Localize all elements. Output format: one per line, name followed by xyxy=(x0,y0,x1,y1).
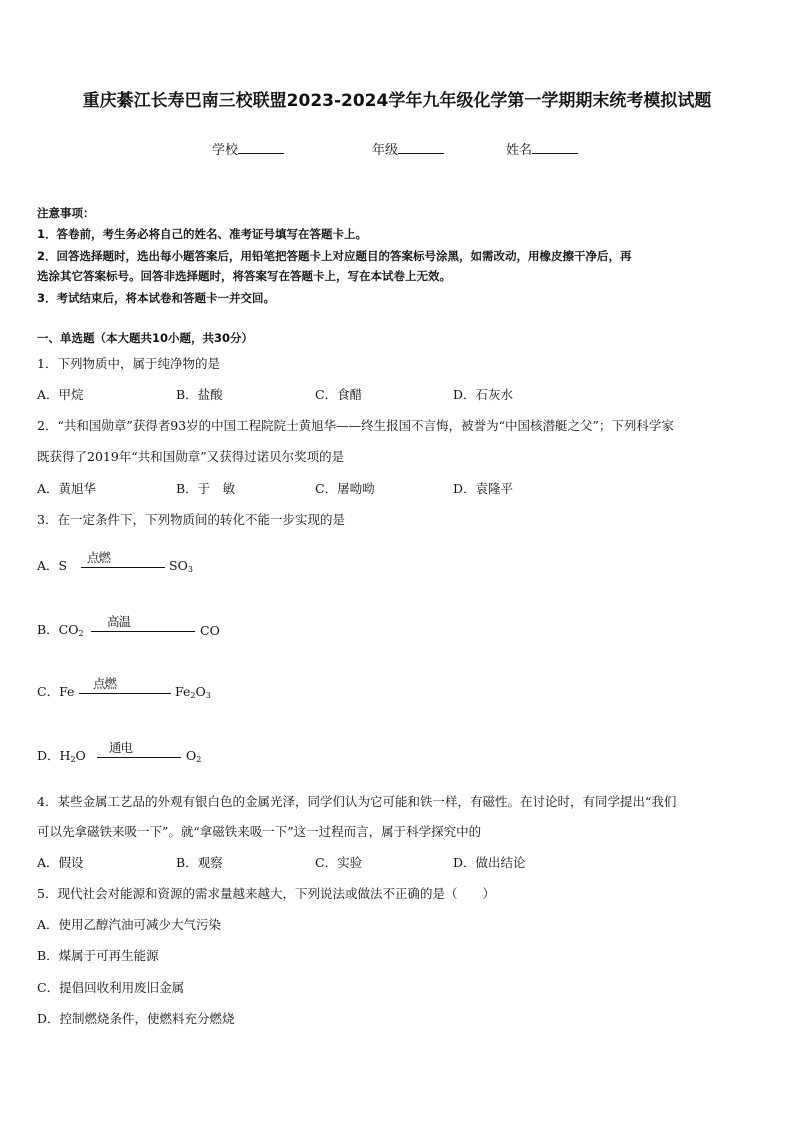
reaction-option-d xyxy=(37,724,237,764)
reactant: D．$H_2O$ xyxy=(37,748,86,764)
school-blank[interactable] xyxy=(238,141,284,154)
question-stem: 既获得了2019年“共和国勋章”又获得过诺贝尔奖项的是 xyxy=(37,449,345,464)
section-heading: 一、单选题（本大题共10小题，共30分） xyxy=(37,331,254,345)
option-d: D．石灰水 xyxy=(453,387,514,402)
question-stem: 3．在一定条件下，下列物质间的转化不能一步实现的是 xyxy=(37,512,345,527)
option-d: D．做出结论 xyxy=(453,855,526,870)
option-c: C．提倡回收利用废旧金属 xyxy=(37,980,185,995)
reactant: B．$CO_2$ xyxy=(37,622,84,638)
grade-blank[interactable] xyxy=(398,141,444,154)
reactant: A．S xyxy=(37,558,68,573)
name-field xyxy=(506,139,578,158)
reaction-option-b xyxy=(37,598,237,638)
option-b: B．盐酸 xyxy=(176,387,223,402)
reaction-condition: 点燃 xyxy=(93,676,117,691)
exam-title: 重庆綦江长寿巴南三校联盟2023-2024学年九年级化学第一学期期末统考模拟试题 xyxy=(82,91,712,111)
notice-item: 3．考试结束后，将本试卷和答题卡一并交回。 xyxy=(37,291,275,305)
option-c: C．实验 xyxy=(315,855,363,870)
option-d: D．袁隆平 xyxy=(453,481,514,496)
grade-label: 年级 xyxy=(372,143,399,158)
school-label: 学校 xyxy=(212,143,239,158)
reaction-option-a xyxy=(37,534,237,574)
option-b: B．于 敏 xyxy=(176,481,236,496)
option-c: C．屠呦呦 xyxy=(315,481,375,496)
reaction-arrow xyxy=(97,757,181,758)
name-label: 姓名 xyxy=(506,143,533,158)
grade-field xyxy=(372,139,444,158)
reaction-condition: 通电 xyxy=(109,740,133,755)
option-a: A．黄旭华 xyxy=(37,481,97,496)
option-b: B．煤属于可再生能源 xyxy=(37,948,159,963)
reaction-arrow xyxy=(91,631,195,632)
option-a: A．使用乙醇汽油可减少大气污染 xyxy=(37,917,222,932)
question-stem: 可以先拿磁铁来吸一下”。就“拿磁铁来吸一下”这一过程而言，属于科学探究中的 xyxy=(37,824,482,839)
school-field xyxy=(212,139,284,158)
product: $Fe_2O_3$ xyxy=(175,684,211,700)
reaction-arrow xyxy=(81,567,165,568)
notice-heading: 注意事项： xyxy=(37,206,95,220)
reaction-condition: 点燃 xyxy=(87,550,111,565)
question-stem: 2．“共和国勋章”获得者93岁的中国工程院院士黄旭华——终生报国不言悔，被誉为“中国核潜艇之父”；下列科学家 xyxy=(37,418,674,433)
notice-item: 选涂其它答案标号。回答非选择题时，将答案写在答题卡上，写在本试卷上无效。 xyxy=(37,269,451,283)
question-stem: 5．现代社会对能源和资源的需求量越来越大，下列说法或做法不正确的是（ ） xyxy=(37,886,495,901)
product: $O_2$ xyxy=(186,748,202,764)
reaction-condition: 高温 xyxy=(107,614,131,629)
product: $SO_3$ xyxy=(169,558,193,574)
notice-item: 2．回答选择题时，选出每小题答案后，用铅笔把答题卡上对应题目的答案标号涂黑，如需改动，用橡皮擦干净后，再 xyxy=(37,249,632,263)
reactant: C．Fe xyxy=(37,684,75,699)
notice-item: 1．答卷前，考生务必将自己的姓名、准考证号填写在答题卡上。 xyxy=(37,227,367,241)
option-a: A．假设 xyxy=(37,855,84,870)
product: CO xyxy=(200,623,220,638)
question-stem: 4．某些金属工艺品的外观有银白色的金属光泽，同学们认为它可能和铁一样，有磁性。在讨论时，有同学提出“我们 xyxy=(37,794,677,809)
reaction-option-c xyxy=(37,660,237,700)
reaction-arrow xyxy=(79,693,171,694)
option-b: B．观察 xyxy=(176,855,223,870)
name-blank[interactable] xyxy=(532,141,578,154)
option-a: A．甲烷 xyxy=(37,387,84,402)
option-d: D．控制燃烧条件，使燃料充分燃烧 xyxy=(37,1011,235,1026)
question-stem: 1．下列物质中，属于纯净物的是 xyxy=(37,356,220,371)
option-c: C．食醋 xyxy=(315,387,363,402)
